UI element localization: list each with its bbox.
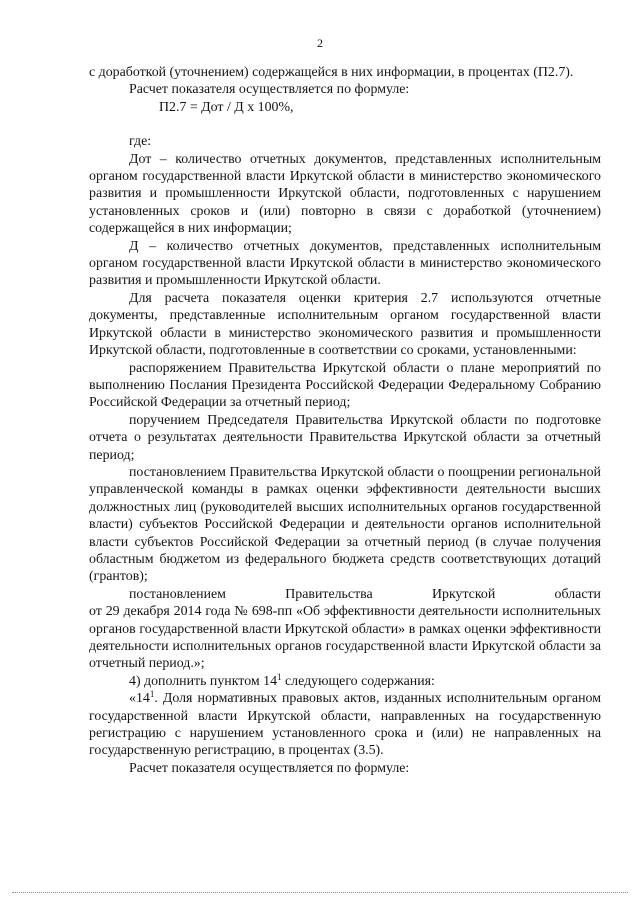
list-item-order: распоряжением Правительства Иркутской области о плане мероприятий по выполнению Послания Президента Российской Федерации Федеральному Собранию Российской Федерации за отчетный период; [89, 360, 601, 411]
formula-intro: Расчет показателя осуществляется по формуле: [129, 82, 410, 98]
formula-p2-7: П2.7 = Дот / Д х 100%, [159, 99, 294, 115]
document-body [89, 64, 601, 777]
superscript: 1 [149, 689, 155, 700]
amendment-text-after: следующего содержания: [281, 673, 435, 689]
clause-number: «14 [129, 691, 150, 707]
amendment-text-before: 4) дополнить пунктом 14 [129, 673, 278, 689]
definition-d: Д – количество отчетных документов, представленных исполнительным органом государственной власти Иркутской области в министерство экономического развития и промышленности Иркутской области. [89, 238, 601, 289]
amendment-item-4 [89, 673, 601, 690]
page-number: 2 [317, 36, 323, 50]
formula-intro-2: Расчет показателя осуществляется по формуле: [129, 760, 410, 776]
definition-dot: Дот – количество отчетных документов, представленных исполнительным органом государственной власти Иркутской области в министерство экономического развития и промышленности Иркутской области, подготовленных с нарушением установленных сроков и (или) повторно в связи с доработкой (уточнением) содержащейся в них информации; [89, 151, 601, 237]
clause-text: . Доля нормативных правовых актов, изданных исполнительным органом государственной власти Иркутской области, направленных на государственную регистрацию с нарушением установленного срока и (или) не направленных на государственную регистрацию, в процентах (3.5). [89, 691, 601, 759]
list-item-resolution-698-first-line: постановлением Правительства Иркутской области [129, 586, 601, 602]
criterion-paragraph: Для расчета показателя оценки критерия 2.7 используются отчетные документы, представленные исполнительным органом государственной власти Иркутской области в министерство экономического развития и промышленности Иркутской области, подготовленные в соответствии со сроками, установленными: [89, 290, 601, 359]
spacer [89, 116, 601, 133]
paragraph-continuation: с доработкой (уточнением) содержащейся в них информации, в процентах (П2.7). [89, 65, 574, 80]
list-item-resolution-698-rest: от 29 декабря 2014 года № 698-пп «Об эффективности деятельности исполнительных органов государственной власти Иркутской области» в рамках оценки эффективности деятельности исполнительных органов государственной власти Иркутской области за отчетный период.»; [89, 604, 601, 672]
list-item-instruction: поручением Председателя Правительства Иркутской области по подготовке отчета о результатах деятельности Правительства Иркутской области за отчетный период; [89, 412, 601, 463]
list-item-resolution: постановлением Правительства Иркутской области о поощрении региональной управленческой команды в рамках оценки эффективности деятельности высших должностных лиц (руководителей высших исполнительных органов государственной власти) субъектов Российской Федерации и деятельности органов исполнительной власти субъектов Российской Федерации за отчетный период (в случае получения областным бюджетом из федерального бюджета средств соответствующих дотаций (грантов); [89, 464, 601, 585]
footer-divider [12, 892, 628, 893]
superscript: 1 [277, 671, 282, 682]
clause-14-1 [89, 690, 601, 760]
where-label: где: [129, 134, 152, 150]
